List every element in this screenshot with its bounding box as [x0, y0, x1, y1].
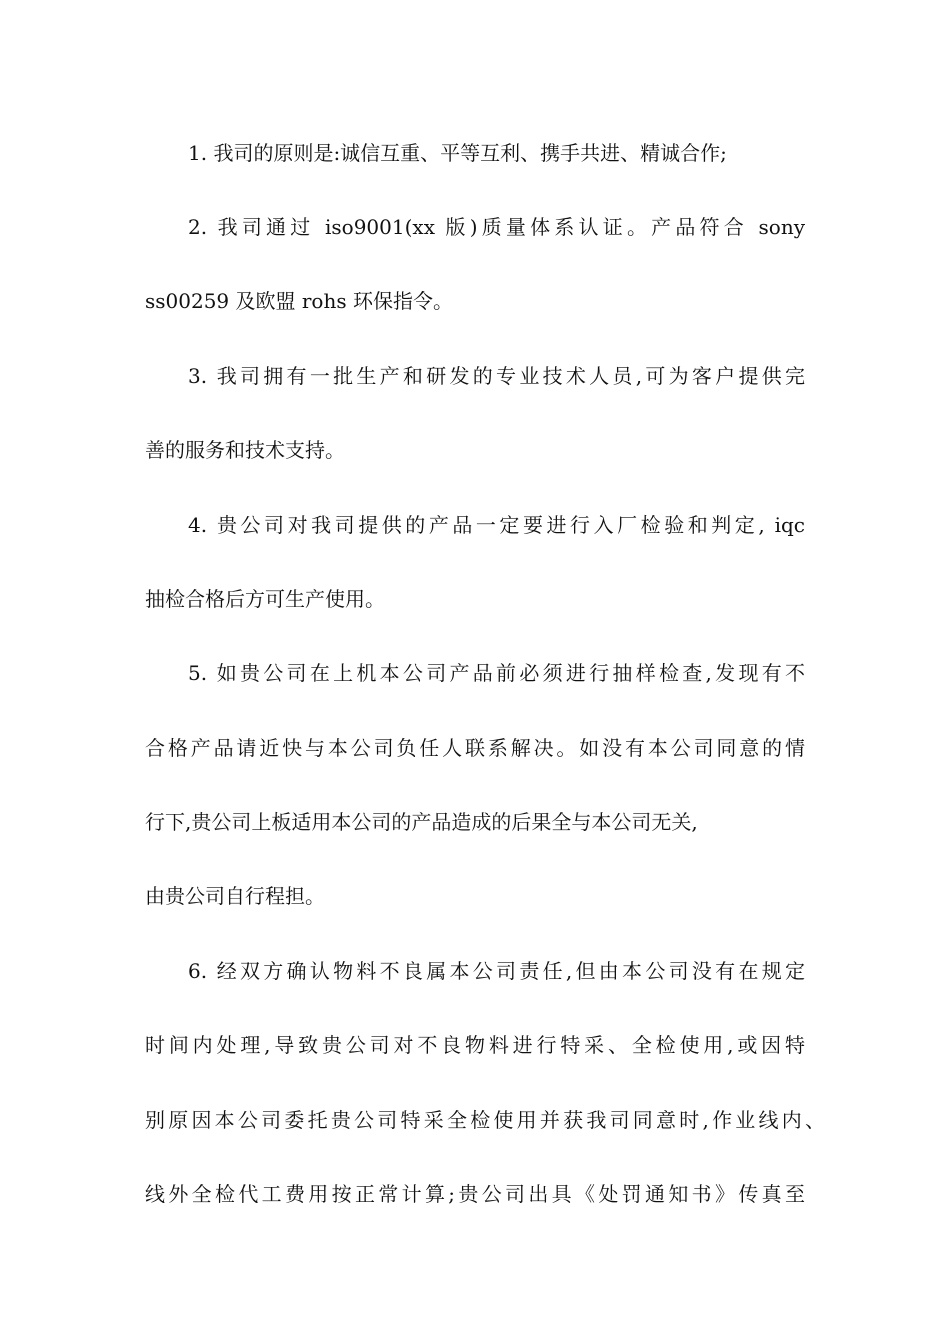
paragraph-3-line-1: 3. 我司拥有一批生产和研发的专业技术人员,可为客户提供完	[188, 364, 805, 388]
paragraph-2-line-2: ss00259 及欧盟 rohs 环保指令。	[145, 289, 453, 313]
paragraph-5-line-2: 合格产品请近快与本公司负任人联系解决。如没有本公司同意的情	[145, 736, 805, 760]
paragraph-4-line-2: 抽检合格后方可生产使用。	[145, 587, 385, 611]
paragraph-5-line-3: 行下,贵公司上板适用本公司的产品造成的后果全与本公司无关,	[145, 810, 698, 834]
paragraph-1-line-1: 1. 我司的原则是:诚信互重、平等互利、携手共进、精诚合作;	[188, 141, 727, 165]
paragraph-5-line-4: 由贵公司自行程担。	[145, 884, 325, 908]
paragraph-3-line-2: 善的服务和技术支持。	[145, 438, 345, 462]
paragraph-5-line-1: 5. 如贵公司在上机本公司产品前必须进行抽样检查,发现有不	[188, 661, 805, 685]
paragraph-2-line-1: 2. 我司通过 iso9001(xx 版)质量体系认证。产品符合 sony	[188, 215, 805, 239]
paragraph-6-line-2: 时间内处理,导致贵公司对不良物料进行特采、全检使用,或因特	[145, 1033, 805, 1057]
paragraph-6-line-4: 线外全检代工费用按正常计算;贵公司出具《处罚通知书》传真至	[145, 1182, 805, 1206]
paragraph-6-line-3: 别原因本公司委托贵公司特采全检使用并获我司同意时,作业线内、	[145, 1108, 825, 1132]
paragraph-4-line-1: 4. 贵公司对我司提供的产品一定要进行入厂检验和判定, iqc	[188, 513, 805, 537]
paragraph-6-line-1: 6. 经双方确认物料不良属本公司责任,但由本公司没有在规定	[188, 959, 805, 983]
